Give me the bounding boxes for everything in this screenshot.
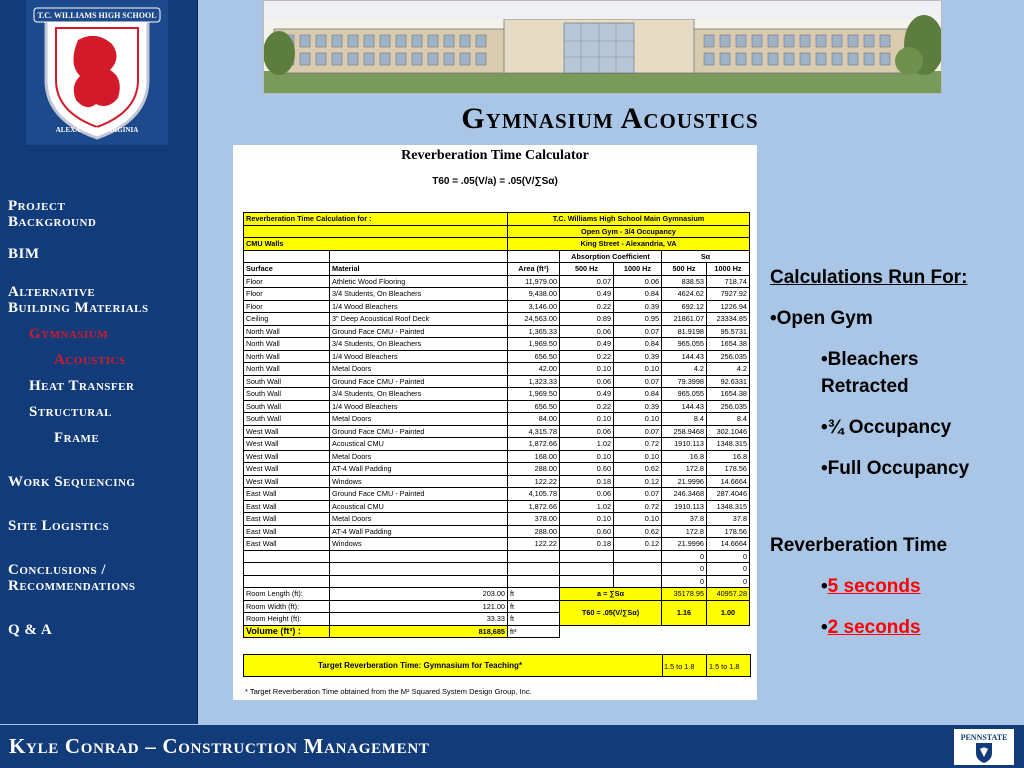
cell-material: Metal Doors (330, 513, 508, 526)
cell-value: 0.12 (614, 538, 662, 551)
cell-value (614, 575, 662, 588)
cell-value: 14.6664 (707, 538, 750, 551)
cell-value: 302.1046 (707, 425, 750, 438)
cell-value: 287.4046 (707, 488, 750, 501)
room-width-row: Room Width (ft): 121.00 ft T60 = .05(V/∑Sα) 1.16 1.00 (244, 600, 750, 613)
cell-value: 0.07 (614, 488, 662, 501)
room-width-value: 121.00 (330, 600, 508, 613)
link-5-seconds[interactable]: 5 seconds (827, 576, 921, 597)
cell-value: 4.2 (707, 363, 750, 376)
cell-value: 258.9468 (662, 425, 707, 438)
nav-item-alternative[interactable]: Alternative (8, 284, 96, 300)
table-row (244, 438, 750, 451)
page-title: Gymnasium Acoustics (461, 102, 759, 135)
cell-value (560, 575, 614, 588)
target-label: Target Reverberation Time: Gymnasium for Teaching* (318, 661, 523, 670)
nav-item-frame[interactable]: Frame (54, 430, 100, 446)
cell-value (508, 550, 560, 563)
school-crest-logo (26, 0, 168, 145)
table-row (244, 400, 750, 413)
header-case: Open Gym - 3/4 Occupancy (508, 225, 750, 238)
cell-value: 0.72 (614, 500, 662, 513)
cell-value: 0.06 (560, 375, 614, 388)
cell-value: 16.8 (662, 450, 707, 463)
cell-material: AT-4 Wall Padding (330, 525, 508, 538)
table-row (244, 525, 750, 538)
table-row (244, 550, 750, 563)
cell-value: 1,872.66 (508, 438, 560, 451)
sidebar (0, 0, 198, 724)
cell-surface: West Wall (244, 425, 330, 438)
cell-value (560, 563, 614, 576)
column-header: Surface (244, 263, 330, 276)
nav-item-structural[interactable]: Structural (29, 404, 113, 420)
header-row-4 (244, 250, 750, 263)
cell-material (330, 575, 508, 588)
bullet-open-gym: •Open Gym (770, 308, 873, 329)
nav-item-recommendations[interactable]: Recommendations (8, 578, 136, 594)
table-row (244, 413, 750, 426)
cell-material: Metal Doors (330, 363, 508, 376)
cell-surface: West Wall (244, 438, 330, 451)
cell-value: 0.07 (614, 425, 662, 438)
cell-value (508, 575, 560, 588)
nav-item-site-logistics[interactable]: Site Logistics (8, 518, 110, 534)
target-reverberation-row (243, 654, 751, 677)
cell-surface: South Wall (244, 375, 330, 388)
cell-value: 0.49 (560, 338, 614, 351)
cell-value: 172.8 (662, 525, 707, 538)
cell-value: 21.9996 (662, 538, 707, 551)
table-row (244, 425, 750, 438)
cell-surface: Floor (244, 300, 330, 313)
table-row (244, 575, 750, 588)
nav-menu (8, 198, 194, 638)
table-row (244, 350, 750, 363)
cell-surface: West Wall (244, 463, 330, 476)
cell-value: 1910.113 (662, 500, 707, 513)
cell-surface: East Wall (244, 488, 330, 501)
cell-material: Ground Face CMU - Painted (330, 425, 508, 438)
cell-material: Windows (330, 538, 508, 551)
cell-surface: East Wall (244, 525, 330, 538)
table-row (244, 450, 750, 463)
cell-value: 0.06 (560, 488, 614, 501)
cell-value: 0 (707, 563, 750, 576)
cell-value: 0 (707, 550, 750, 563)
cell-value: 0 (662, 575, 707, 588)
cell-value: 0.22 (560, 300, 614, 313)
table-row (244, 375, 750, 388)
cell-material: Ground Face CMU - Painted (330, 375, 508, 388)
calculations-heading: Calculations Run For: (770, 267, 968, 288)
column-header: 500 Hz (662, 263, 707, 276)
pennstate-logo-text: PENNSTATE (960, 733, 1008, 742)
cell-value (614, 550, 662, 563)
bullet-retracted: Retracted (821, 376, 909, 397)
cell-value: 0.22 (560, 400, 614, 413)
cell-value: 0.84 (614, 288, 662, 301)
bullet-three-quarter: •¾ Occupancy (821, 417, 952, 438)
svg-text:ALEXANDRIA VIRGINIA: ALEXANDRIA VIRGINIA (55, 126, 139, 134)
cell-value: 656.50 (508, 400, 560, 413)
cell-material: 3/4 Students, On Bleachers (330, 338, 508, 351)
cell-value: 692.12 (662, 300, 707, 313)
cell-value: 1348.315 (707, 438, 750, 451)
nav-item-qa[interactable]: Q & A (8, 622, 53, 638)
header-address: King Street - Alexandria, VA (508, 238, 750, 251)
calculator-formula: T60 = .05(V/a) = .05(V/∑Sα) (432, 176, 558, 187)
cell-value: 23334.85 (707, 313, 750, 326)
cell-value: 0 (662, 563, 707, 576)
volume-row: Volume (ft³) : 818,685 ft³ (244, 625, 750, 638)
cell-value: 9,438.00 (508, 288, 560, 301)
volume-value: 818,685 (330, 625, 508, 638)
nav-item-background[interactable]: Background (8, 214, 97, 230)
cell-material: 1/4 Wood Bleachers (330, 350, 508, 363)
nav-item-building-materials[interactable]: Building Materials (8, 300, 149, 316)
right-panel: Calculations Run For: •Open Gym •Bleachers Retracted •¾ Occupancy •Full Occupancy Reverberation Time •5 seconds •2 seconds (770, 264, 1015, 641)
cell-material: 1/4 Wood Bleachers (330, 400, 508, 413)
table-row (244, 500, 750, 513)
cell-value: 16.8 (707, 450, 750, 463)
building-rendering-image (263, 0, 942, 94)
cell-material: Ground Face CMU - Painted (330, 488, 508, 501)
cell-material: Acoustical CMU (330, 438, 508, 451)
table-row (244, 463, 750, 476)
cell-value: 0.07 (614, 375, 662, 388)
cell-value: 1.02 (560, 438, 614, 451)
cell-value: 0 (707, 575, 750, 588)
bullet-full-occupancy: •Full Occupancy (821, 458, 970, 479)
cell-material: Acoustical CMU (330, 500, 508, 513)
nav-item-conclusions[interactable]: Conclusions / (8, 562, 106, 578)
cell-value: 1,969.50 (508, 388, 560, 401)
cell-value: 4.2 (662, 363, 707, 376)
header-row-2 (244, 225, 750, 238)
table-row (244, 288, 750, 301)
table-row (244, 300, 750, 313)
cell-surface (244, 575, 330, 588)
room-height-value: 33.33 (330, 613, 508, 626)
table-row (244, 488, 750, 501)
cell-surface: North Wall (244, 338, 330, 351)
cell-value (508, 563, 560, 576)
table-row (244, 475, 750, 488)
footnote: * Target Reverberation Time obtained from the M² Squared System Design Group, Inc. (245, 687, 532, 696)
cell-surface: Ceiling (244, 313, 330, 326)
header-school: T.C. Williams High School Main Gymnasium (508, 213, 750, 226)
cell-surface: East Wall (244, 513, 330, 526)
cell-value: 0.10 (560, 413, 614, 426)
cell-surface: North Wall (244, 325, 330, 338)
cell-value: 378.00 (508, 513, 560, 526)
cell-material: 3/4 Students, On Bleachers (330, 288, 508, 301)
cell-value: 144.43 (662, 400, 707, 413)
cell-value: 0.12 (614, 475, 662, 488)
cell-surface: West Wall (244, 475, 330, 488)
cell-material: Ground Face CMU - Painted (330, 325, 508, 338)
table-row (244, 363, 750, 376)
cell-value: 246.3468 (662, 488, 707, 501)
cell-value: 4,105.78 (508, 488, 560, 501)
column-header: 500 Hz (560, 263, 614, 276)
table-row (244, 563, 750, 576)
a-500: 35178.95 (662, 588, 707, 601)
cell-value: 0.62 (614, 463, 662, 476)
cell-value: 4,315.78 (508, 425, 560, 438)
reverb-heading: Reverberation Time (770, 535, 948, 556)
col-sa: Sα (662, 250, 750, 263)
cell-value: 1654.38 (707, 338, 750, 351)
a-label: a = ∑Sα (560, 588, 662, 601)
a-1000: 40957.28 (707, 588, 750, 601)
nav-item-acoustics[interactable]: Acoustics (54, 352, 126, 368)
cell-value: 21.9996 (662, 475, 707, 488)
cell-value: 0.10 (614, 513, 662, 526)
svg-text:T.C. WILLIAMS HIGH SCHOOL: T.C. WILLIAMS HIGH SCHOOL (37, 11, 157, 20)
table-row (244, 513, 750, 526)
cell-value: 84.00 (508, 413, 560, 426)
cell-value: 0.07 (560, 275, 614, 288)
table-row (244, 388, 750, 401)
cell-material: 3" Deep Acoustical Roof Deck (330, 313, 508, 326)
cell-value: 178.56 (707, 525, 750, 538)
cell-surface: West Wall (244, 450, 330, 463)
cell-value: 0.06 (560, 425, 614, 438)
cell-value: 1,969.50 (508, 338, 560, 351)
cell-surface: Floor (244, 288, 330, 301)
cell-value (560, 550, 614, 563)
cell-value: 0.89 (560, 313, 614, 326)
cell-value: 0.18 (560, 475, 614, 488)
presenter-name: Kyle Conrad – Construction Management (9, 734, 430, 758)
cell-value: 1,365.33 (508, 325, 560, 338)
cell-value: 838.53 (662, 275, 707, 288)
cell-value: 0.10 (614, 413, 662, 426)
cell-value: 168.00 (508, 450, 560, 463)
cell-material: Metal Doors (330, 413, 508, 426)
header-walls: CMU Walls (244, 238, 508, 251)
calculator-sheet (233, 145, 757, 700)
cell-value: 37.8 (662, 513, 707, 526)
cell-value: 0.95 (614, 313, 662, 326)
cell-value: 0.39 (614, 350, 662, 363)
col-absorption: Absorption Coefficient (560, 250, 662, 263)
cell-value: 122.22 (508, 475, 560, 488)
cell-value: 0.06 (560, 325, 614, 338)
cell-material (330, 550, 508, 563)
cell-value: 0.49 (560, 288, 614, 301)
cell-value: 7927.92 (707, 288, 750, 301)
cell-material: Metal Doors (330, 450, 508, 463)
room-height-row: Room Height (ft): 33.33 ft (244, 613, 750, 626)
cell-value: 0.07 (614, 325, 662, 338)
calculator-title: Reverberation Time Calculator (401, 148, 589, 163)
cell-value: 965.055 (662, 388, 707, 401)
cell-value: 0.49 (560, 388, 614, 401)
cell-value: 4624.62 (662, 288, 707, 301)
cell-value: 288.00 (508, 525, 560, 538)
cell-value: 79.3998 (662, 375, 707, 388)
cell-surface (244, 563, 330, 576)
cell-surface: East Wall (244, 538, 330, 551)
cell-value: 718.74 (707, 275, 750, 288)
nav-item-project[interactable]: Project (8, 198, 66, 214)
cell-surface: Floor (244, 275, 330, 288)
cell-value: 11,979.00 (508, 275, 560, 288)
header-label: Reverberation Time Calculation for : (244, 213, 508, 226)
header-row-1 (244, 213, 750, 226)
cell-material: Athletic Wood Flooring (330, 275, 508, 288)
cell-value: 0.10 (560, 513, 614, 526)
cell-material: AT-4 Wall Padding (330, 463, 508, 476)
cell-material: Windows (330, 475, 508, 488)
cell-value: 0.06 (614, 275, 662, 288)
cell-value (614, 563, 662, 576)
cell-value: 0.18 (560, 538, 614, 551)
cell-value: 95.5731 (707, 325, 750, 338)
cell-value: 8.4 (662, 413, 707, 426)
column-header: 1000 Hz (707, 263, 750, 276)
cell-value: 122.22 (508, 538, 560, 551)
t60-1000: 1.00 (707, 600, 750, 625)
cell-material (330, 563, 508, 576)
cell-value: 42.00 (508, 363, 560, 376)
nav-item-gymnasium[interactable]: Gymnasium (29, 326, 109, 342)
bullet-bleachers: •Bleachers (821, 349, 919, 370)
table-row (244, 338, 750, 351)
cell-surface: South Wall (244, 413, 330, 426)
column-header: Area (ft²) (508, 263, 560, 276)
header-row-5 (244, 263, 750, 276)
cell-value: 1226.94 (707, 300, 750, 313)
cell-value: 0 (662, 550, 707, 563)
cell-value: 0.60 (560, 525, 614, 538)
cell-value: 1,872.66 (508, 500, 560, 513)
cell-value: 0.39 (614, 300, 662, 313)
t60-label: T60 = .05(V/∑Sα) (560, 600, 662, 625)
cell-surface: South Wall (244, 400, 330, 413)
cell-value: 81.9198 (662, 325, 707, 338)
target-500: 1.5 to 1.8 (664, 662, 695, 671)
cell-value: 1654.38 (707, 388, 750, 401)
cell-material: 3/4 Students, On Bleachers (330, 388, 508, 401)
cell-value: 0.10 (614, 450, 662, 463)
cell-value: 178.56 (707, 463, 750, 476)
cell-value: 144.43 (662, 350, 707, 363)
room-width-label: Room Width (ft): (244, 600, 330, 613)
room-height-label: Room Height (ft): (244, 613, 330, 626)
cell-value: 0.22 (560, 350, 614, 363)
cell-value: 1,323.33 (508, 375, 560, 388)
cell-surface: East Wall (244, 500, 330, 513)
pennstate-logo (954, 729, 1014, 765)
cell-value: 256.035 (707, 400, 750, 413)
room-length-label: Room Length (ft): (244, 588, 330, 601)
cell-value: 0.60 (560, 463, 614, 476)
cell-value: 965.055 (662, 338, 707, 351)
cell-value: 0.39 (614, 400, 662, 413)
cell-value: 0.72 (614, 438, 662, 451)
cell-value: 24,563.00 (508, 313, 560, 326)
cell-value: 256.035 (707, 350, 750, 363)
table-row (244, 325, 750, 338)
cell-value: 0.62 (614, 525, 662, 538)
cell-value: 1910.113 (662, 438, 707, 451)
nav-item-work-sequencing[interactable]: Work Sequencing (8, 474, 136, 490)
cell-value: 0.10 (614, 363, 662, 376)
cell-value: 172.8 (662, 463, 707, 476)
cell-value: 14.6664 (707, 475, 750, 488)
calculation-table (243, 212, 750, 638)
cell-value: 0.10 (560, 450, 614, 463)
cell-surface: South Wall (244, 388, 330, 401)
cell-value: 288.00 (508, 463, 560, 476)
cell-value: 21861.07 (662, 313, 707, 326)
header-row-3 (244, 238, 750, 251)
table-row (244, 538, 750, 551)
table-row (244, 275, 750, 288)
nav-item-bim[interactable]: BIM (8, 246, 40, 262)
volume-label: Volume (ft³) : (244, 625, 330, 638)
cell-value: 656.50 (508, 350, 560, 363)
cell-value: 0.84 (614, 388, 662, 401)
cell-surface: North Wall (244, 363, 330, 376)
room-length-row: Room Length (ft): 203.00 ft a = ∑Sα 35178.95 40957.28 (244, 588, 750, 601)
column-header: 1000 Hz (614, 263, 662, 276)
column-header: Material (330, 263, 508, 276)
table-row (244, 313, 750, 326)
cell-value: 37.8 (707, 513, 750, 526)
cell-surface: North Wall (244, 350, 330, 363)
t60-500: 1.16 (662, 600, 707, 625)
cell-value: 1348.315 (707, 500, 750, 513)
cell-value: 92.6331 (707, 375, 750, 388)
cell-value: 8.4 (707, 413, 750, 426)
cell-surface (244, 550, 330, 563)
cell-value: 0.10 (560, 363, 614, 376)
cell-material: 1/4 Wood Bleachers (330, 300, 508, 313)
cell-value: 0.84 (614, 338, 662, 351)
room-length-value: 203.00 (330, 588, 508, 601)
cell-value: 3,146.00 (508, 300, 560, 313)
nav-item-heat-transfer[interactable]: Heat Transfer (29, 378, 135, 394)
target-1000: 1.5 to 1.8 (709, 662, 740, 671)
cell-value: 1.02 (560, 500, 614, 513)
link-2-seconds[interactable]: 2 seconds (827, 617, 921, 638)
